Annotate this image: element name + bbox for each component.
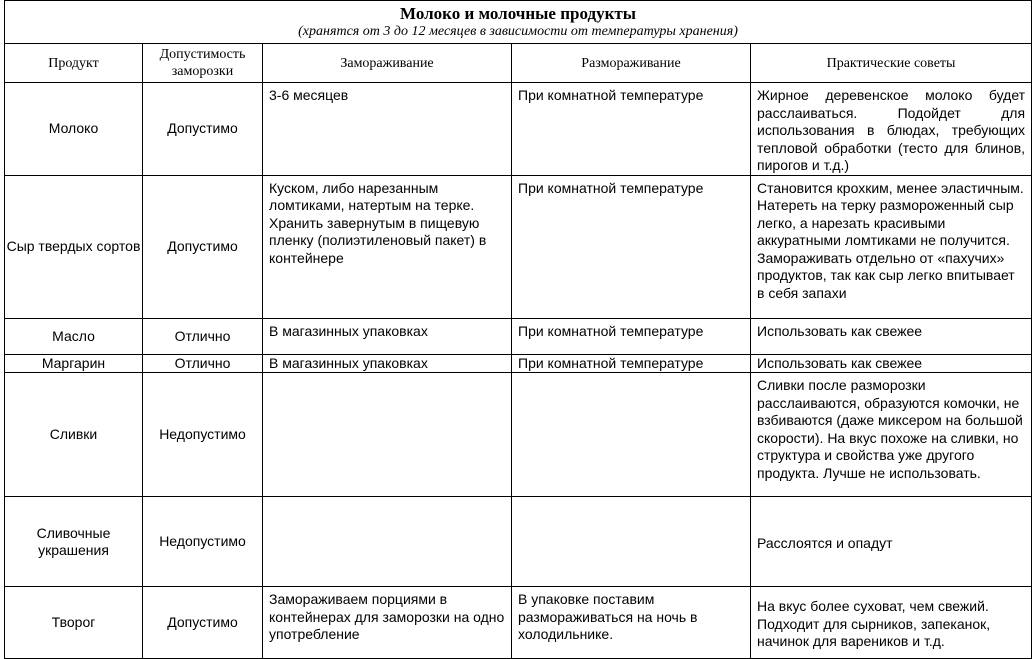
dairy-freezing-table	[4, 0, 1032, 659]
header-freeze-ok: Допустимость заморозки	[143, 44, 263, 83]
freezing-cell	[263, 497, 512, 587]
product-cell: Сливки	[5, 373, 143, 497]
freeze-ok-cell: Недопустимо	[143, 497, 263, 587]
tips-cell: Сливки после разморозки расслаиваются, образуются комочки, не взбиваются (даже миксером на большой скорости). На вкус похоже на сливки, но структура и свойства уже другого продукта. Лучше не использовать.	[751, 373, 1032, 497]
tips-cell: Использовать как свежее	[751, 354, 1032, 373]
table-title: Молоко и молочные продукты	[400, 4, 637, 23]
title-row	[5, 1, 1032, 44]
header-product: Продукт	[5, 44, 143, 83]
thawing-cell: При комнатной температуре	[512, 83, 751, 176]
header-row	[5, 44, 1032, 83]
freezing-cell	[263, 373, 512, 497]
product-cell: Молоко	[5, 83, 143, 176]
freeze-ok-cell: Отлично	[143, 354, 263, 373]
freeze-ok-cell: Допустимо	[143, 83, 263, 176]
tips-cell: Использовать как свежее	[751, 318, 1032, 354]
table-row	[5, 83, 1032, 176]
table-row	[5, 373, 1032, 497]
tips-cell: Жирное деревенское молоко будет расслаиваться. Подойдет для использования в блюдах, требующих тепловой обработки (тесто для блинов, пирогов и т.д.)	[751, 83, 1032, 176]
title-cell	[5, 1, 1032, 44]
product-cell: Сыр твердых сортов	[5, 175, 143, 318]
thawing-cell: В упаковке поставим размораживаться на ночь в холодильнике.	[512, 587, 751, 659]
freeze-ok-cell: Отлично	[143, 318, 263, 354]
thawing-cell	[512, 373, 751, 497]
header-thawing: Размораживание	[512, 44, 751, 83]
table-subtitle: (хранятся от 3 до 12 месяцев в зависимости от температуры хранения)	[298, 24, 738, 39]
freezing-cell: Куском, либо нарезанным ломтиками, натертым на терке. Хранить завернутым в пищевую пленку (полиэтиленовый пакет) в контейнере	[263, 175, 512, 318]
freezing-cell: В магазинных упаковках	[263, 318, 512, 354]
product-cell: Сливочные украшения	[5, 497, 143, 587]
freeze-ok-cell: Допустимо	[143, 175, 263, 318]
freezing-cell: В магазинных упаковках	[263, 354, 512, 373]
product-cell: Маргарин	[5, 354, 143, 373]
thawing-cell: При комнатной температуре	[512, 318, 751, 354]
freeze-ok-cell: Допустимо	[143, 587, 263, 659]
header-tips: Практические советы	[751, 44, 1032, 83]
freezing-cell: Замораживаем порциями в контейнерах для заморозки на одно употребление	[263, 587, 512, 659]
freeze-ok-cell: Недопустимо	[143, 373, 263, 497]
thawing-cell	[512, 497, 751, 587]
table-row	[5, 587, 1032, 659]
product-cell: Творог	[5, 587, 143, 659]
table-row	[5, 318, 1032, 354]
thawing-cell: При комнатной температуре	[512, 175, 751, 318]
table-row	[5, 175, 1032, 318]
table-row	[5, 497, 1032, 587]
thawing-cell: При комнатной температуре	[512, 354, 751, 373]
table-row	[5, 354, 1032, 373]
tips-cell: Расслоятся и опадут	[751, 497, 1032, 587]
product-cell: Масло	[5, 318, 143, 354]
tips-cell: На вкус более суховат, чем свежий. Подходит для сырников, запеканок, начинок для вареников и т.д.	[751, 587, 1032, 659]
freezing-cell: 3-6 месяцев	[263, 83, 512, 176]
tips-cell: Становится крохким, менее эластичным. Натереть на терку размороженный сыр легко, а нарезать красивыми аккуратными ломтиками не получится. Замораживать отдельно от «пахучих» продуктов, так как сыр легко впитывает в себя запахи	[751, 175, 1032, 318]
header-freezing: Замораживание	[263, 44, 512, 83]
